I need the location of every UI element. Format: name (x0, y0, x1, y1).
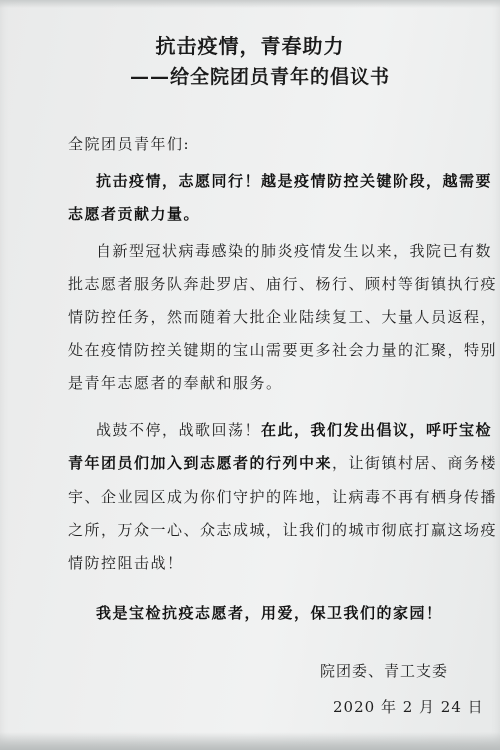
signature: 院团委、青工支委 (320, 662, 449, 680)
closing-statement: 我是宝检抗疫志愿者，用爱，保卫我们的家园！ (96, 604, 443, 622)
paragraph-2-line-3: 情防控任务，然而随着大批企业陆续复工、大量人员返程， (68, 308, 498, 326)
paragraph-2-line-2: 批志愿者服务队奔赴罗店、庙行、杨行、顾村等街镇执行疫 (68, 275, 498, 293)
date: 2020 年 2 月 24 日 (333, 698, 484, 716)
paragraph-3-line-5: 情防控阻击战！ (68, 554, 184, 572)
paragraph-1-line-1: 抗击疫情，志愿同行！越是疫情防控关键阶段，越需要 (96, 172, 493, 190)
paragraph-3-line-2 (68, 452, 497, 473)
paragraph-3-line-2-plain: ，让街镇村居、商务楼 (332, 454, 498, 472)
paragraph-3-line-4: 之所，万众一心、众志成城，让我们的城市彻底打赢这场疫 (68, 521, 498, 539)
page-top-shadow (0, 0, 500, 8)
paragraph-3-line-1 (96, 419, 492, 440)
paragraph-3-line-3: 宇、企业园区成为你们守护的阵地，让病毒不再有栖身传播 (68, 488, 498, 506)
document-title: 抗击疫情，青春助力 (155, 34, 345, 58)
paragraph-3-line-2-bold: 青年团员们加入到志愿者的行列中来 (68, 454, 333, 472)
paragraph-3-line-1-bold: 在此，我们发出倡议，呼吁宝检 (261, 421, 493, 439)
paragraph-1-line-2: 志愿者贡献力量。 (68, 205, 201, 223)
paragraph-2-line-4: 处在疫情防控关键期的宝山需要更多社会力量的汇聚，特别 (68, 341, 498, 359)
paragraph-3-line-1-plain: 战鼓不停，战歌回荡！ (96, 421, 262, 439)
page-bottom-shadow (0, 732, 500, 750)
document-subtitle: ——给全院团员青年的倡议书 (129, 66, 390, 88)
salutation: 全院团员青年们: (68, 135, 191, 153)
paragraph-2-line-5: 是青年志愿者的奉献和服务。 (68, 374, 283, 392)
paragraph-2-line-1: 自新型冠状病毒感染的肺炎疫情发生以来，我院已有数 (96, 242, 493, 260)
